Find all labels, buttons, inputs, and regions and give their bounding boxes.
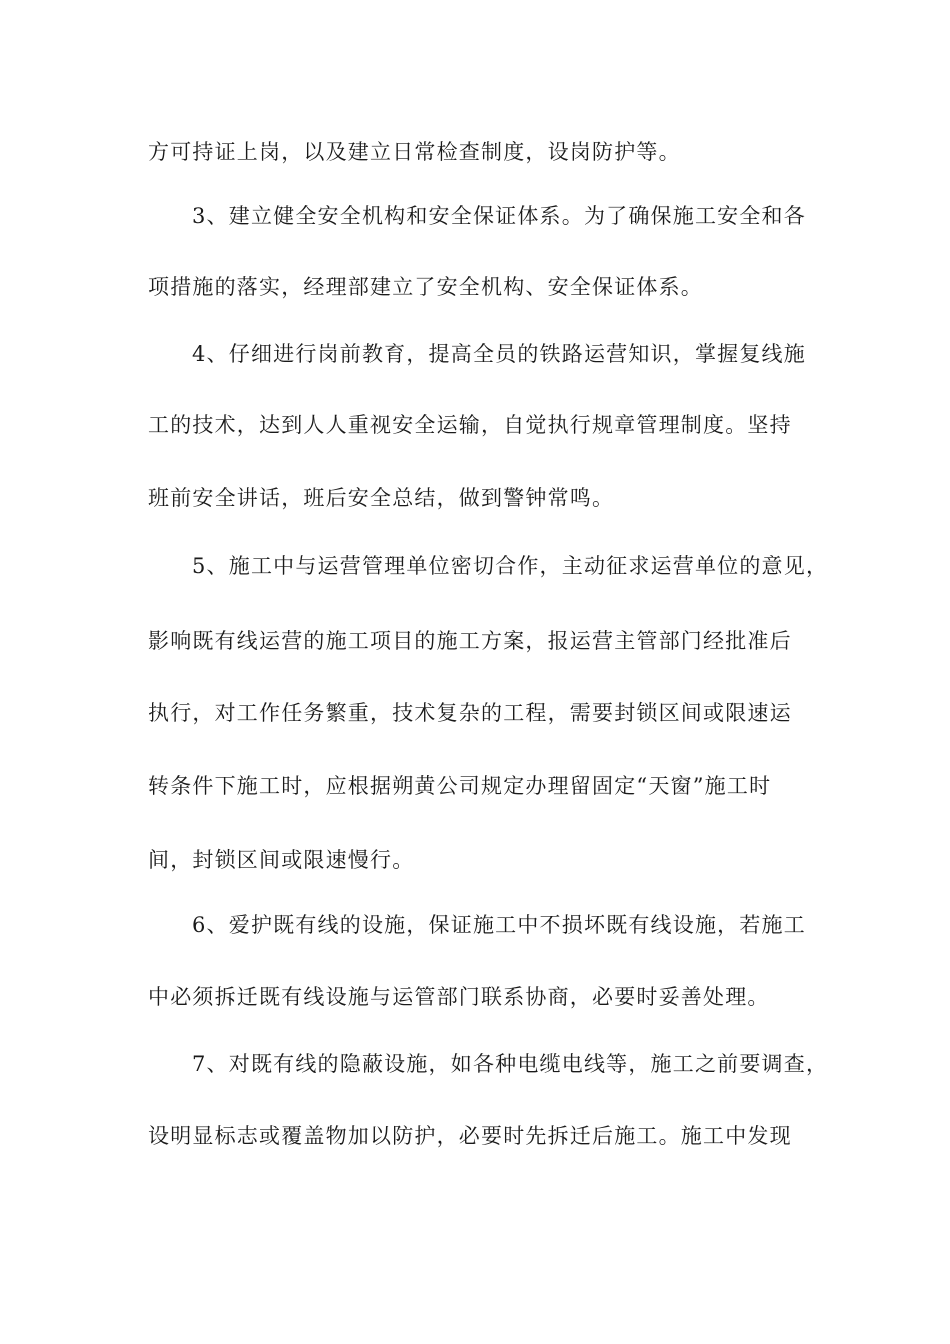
text-line: 班前安全讲话，班后安全总结，做到警钟常鸣。 [148, 486, 615, 510]
text-line: 转条件下施工时，应根据朔黄公司规定办理留固定“天窗”施工时 [148, 774, 772, 798]
item-3-line: 3、建立健全安全机构和安全保证体系。为了确保施工安全和各 [192, 204, 806, 228]
text-line: 间，封锁区间或限速慢行。 [148, 848, 415, 872]
text-line: 项措施的落实，经理部建立了安全机构、安全保证体系。 [148, 275, 703, 299]
text-line: 设明显标志或覆盖物加以防护，必要时先拆迁后施工。施工中发现 [148, 1124, 792, 1148]
text-line: 方可持证上岗，以及建立日常检查制度，设岗防护等。 [148, 140, 681, 164]
item-4-line: 4、仔细进行岗前教育，提高全员的铁路运营知识，掌握复线施 [192, 342, 806, 366]
item-5-line: 5、施工中与运营管理单位密切合作，主动征求运营单位的意见， [192, 554, 829, 578]
text-line: 工的技术，达到人人重视安全运输，自觉执行规章管理制度。坚持 [148, 413, 792, 437]
text-line: 影响既有线运营的施工项目的施工方案，报运营主管部门经批准后 [148, 629, 792, 653]
text-line: 中必须拆迁既有线设施与运管部门联系协商，必要时妥善处理。 [148, 985, 770, 1009]
item-6-line: 6、爱护既有线的设施，保证施工中不损坏既有线设施，若施工 [192, 913, 806, 937]
text-line: 执行，对工作任务繁重，技术复杂的工程，需要封锁区间或限速运 [148, 701, 792, 725]
item-7-line: 7、对既有线的隐蔽设施，如各种电缆电线等，施工之前要调查， [192, 1052, 829, 1076]
